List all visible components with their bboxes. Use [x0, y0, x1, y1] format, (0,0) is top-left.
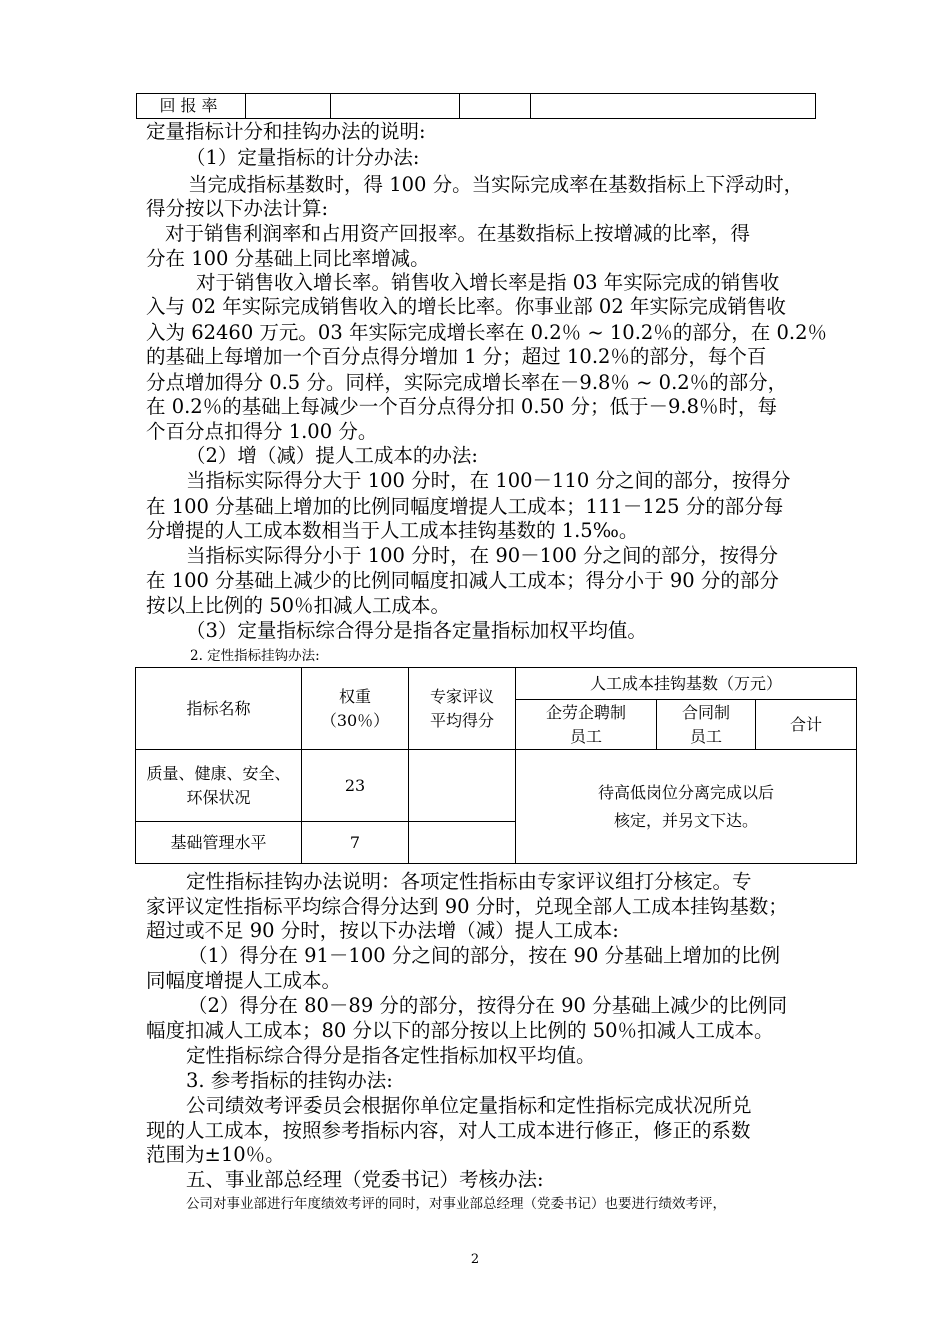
section-heading: 3. 参考指标的挂钩办法:	[186, 1069, 393, 1092]
table-cell	[246, 94, 331, 119]
section-heading: 2. 定性指标挂钩办法:	[190, 648, 320, 664]
paragraph-line: （1）得分在 91－100 分之间的部分，按在 90 分基础上增加的比例	[188, 944, 781, 967]
paragraph-line: 公司对事业部进行年度绩效考评的同时，对事业部总经理（党委书记）也要进行绩效考评，	[186, 1196, 726, 1212]
labor-cost-note: 待高低岗位分离完成以后 核定，并另文下达。	[516, 750, 857, 864]
paragraph-line: 当指标实际得分大于 100 分时，在 100－110 分之间的部分，按得分	[186, 469, 791, 492]
paragraph-line: 在 0.2％的基础上每减少一个百分点得分扣 0.50 分；低于－9.8％时，每	[146, 395, 778, 418]
row-label: 回报率	[137, 94, 246, 119]
table-cell	[531, 94, 816, 119]
paragraph-line: （2）增（减）提人工成本的办法:	[186, 444, 478, 467]
paragraph-line: 公司绩效考评委员会根据你单位定量指标和定性指标完成状况所兑	[186, 1094, 752, 1117]
table-cell	[460, 94, 531, 119]
paragraph-line: 分增提的人工成本数相当于人工成本挂钩基数的 1.5‰。	[146, 519, 639, 542]
paragraph-line: 个百分点扣得分 1.00 分。	[146, 420, 378, 443]
row-weight: 23	[302, 750, 409, 822]
header-sub-enterprise-staff: 企劳企聘制 员工	[516, 700, 657, 750]
table-row	[136, 750, 857, 822]
table-row	[136, 668, 857, 700]
paragraph-line: 超过或不足 90 分时，按以下办法增（减）提人工成本:	[146, 919, 619, 942]
paragraph-line: 的基础上每增加一个百分点得分增加 1 分；超过 10.2％的部分，每个百	[146, 345, 767, 368]
paragraph-line: 在 100 分基础上增加的比例同幅度增提人工成本；111－125 分的部分每	[146, 495, 784, 518]
paragraph-line: 定量指标计分和挂钩办法的说明:	[146, 120, 426, 143]
header-labor-cost-base: 人工成本挂钩基数（万元）	[516, 668, 857, 700]
row-indicator-name: 质量、健康、安全、 环保状况	[136, 750, 302, 822]
header-expert-score: 专家评议 平均得分	[409, 668, 516, 750]
header-sub-total: 合计	[756, 700, 857, 750]
paragraph-line: 在 100 分基础上减少的比例同幅度扣减人工成本；得分小于 90 分的部分	[146, 569, 779, 592]
top-table	[136, 93, 816, 119]
paragraph-line: 定性指标挂钩办法说明：各项定性指标由专家评议组打分核定。专	[186, 870, 752, 893]
paragraph-line: （3）定量指标综合得分是指各定量指标加权平均值。	[186, 619, 647, 642]
paragraph-line: 范围为±10％。	[146, 1143, 285, 1166]
header-indicator-name: 指标名称	[136, 668, 302, 750]
paragraph-line: 对于销售收入增长率。销售收入增长率是指 03 年实际完成的销售收	[196, 271, 780, 294]
paragraph-line: 分在 100 分基础上同比率增减。	[146, 247, 430, 270]
qualitative-indicator-table	[135, 667, 857, 864]
paragraph-line: 得分按以下办法计算:	[146, 197, 329, 220]
table-cell	[331, 94, 460, 119]
paragraph-line: 按以上比例的 50％扣减人工成本。	[146, 594, 451, 617]
paragraph-line: 入与 02 年实际完成销售收入的增长比率。你事业部 02 年实际完成销售收	[146, 295, 786, 318]
paragraph-line: 幅度扣减人工成本；80 分以下的部分按以上比例的 50％扣减人工成本。	[146, 1019, 774, 1042]
paragraph-line: 现的人工成本，按照参考指标内容，对人工成本进行修正，修正的系数	[146, 1119, 751, 1142]
row-expert-score	[409, 750, 516, 822]
paragraph-line: 当指标实际得分小于 100 分时，在 90－100 分之间的部分，按得分	[186, 544, 779, 567]
page-number: 2	[470, 1252, 480, 1267]
row-indicator-name: 基础管理水平	[136, 822, 302, 864]
row-weight: 7	[302, 822, 409, 864]
table-row	[137, 94, 816, 119]
paragraph-line: 入为 62460 万元。03 年实际完成增长率在 0.2％ ~ 10.2％的部分，在 0.2％	[146, 321, 828, 344]
paragraph-line: 当完成指标基数时，得 100 分。当实际完成率在基数指标上下浮动时，	[188, 173, 804, 196]
header-weight: 权重 （30％）	[302, 668, 409, 750]
section-heading: 五、事业部总经理（党委书记）考核办法:	[186, 1168, 544, 1191]
header-sub-contract-staff: 合同制 员工	[657, 700, 756, 750]
paragraph-line: 同幅度增提人工成本。	[146, 969, 342, 992]
paragraph-line: 对于销售利润率和占用资产回报率。在基数指标上按增减的比率，得	[165, 222, 751, 245]
paragraph-line: 家评议定性指标平均综合得分达到 90 分时，兑现全部人工成本挂钩基数；	[146, 895, 788, 918]
row-expert-score	[409, 822, 516, 864]
paragraph-line: （2）得分在 80－89 分的部分，按得分在 90 分基础上减少的比例同	[188, 994, 788, 1017]
paragraph-line: 定性指标综合得分是指各定性指标加权平均值。	[186, 1044, 596, 1067]
paragraph-line: （1）定量指标的计分办法:	[186, 146, 420, 169]
paragraph-line: 分点增加得分 0.5 分。同样，实际完成增长率在－9.8％ ~ 0.2％的部分，	[146, 371, 788, 394]
